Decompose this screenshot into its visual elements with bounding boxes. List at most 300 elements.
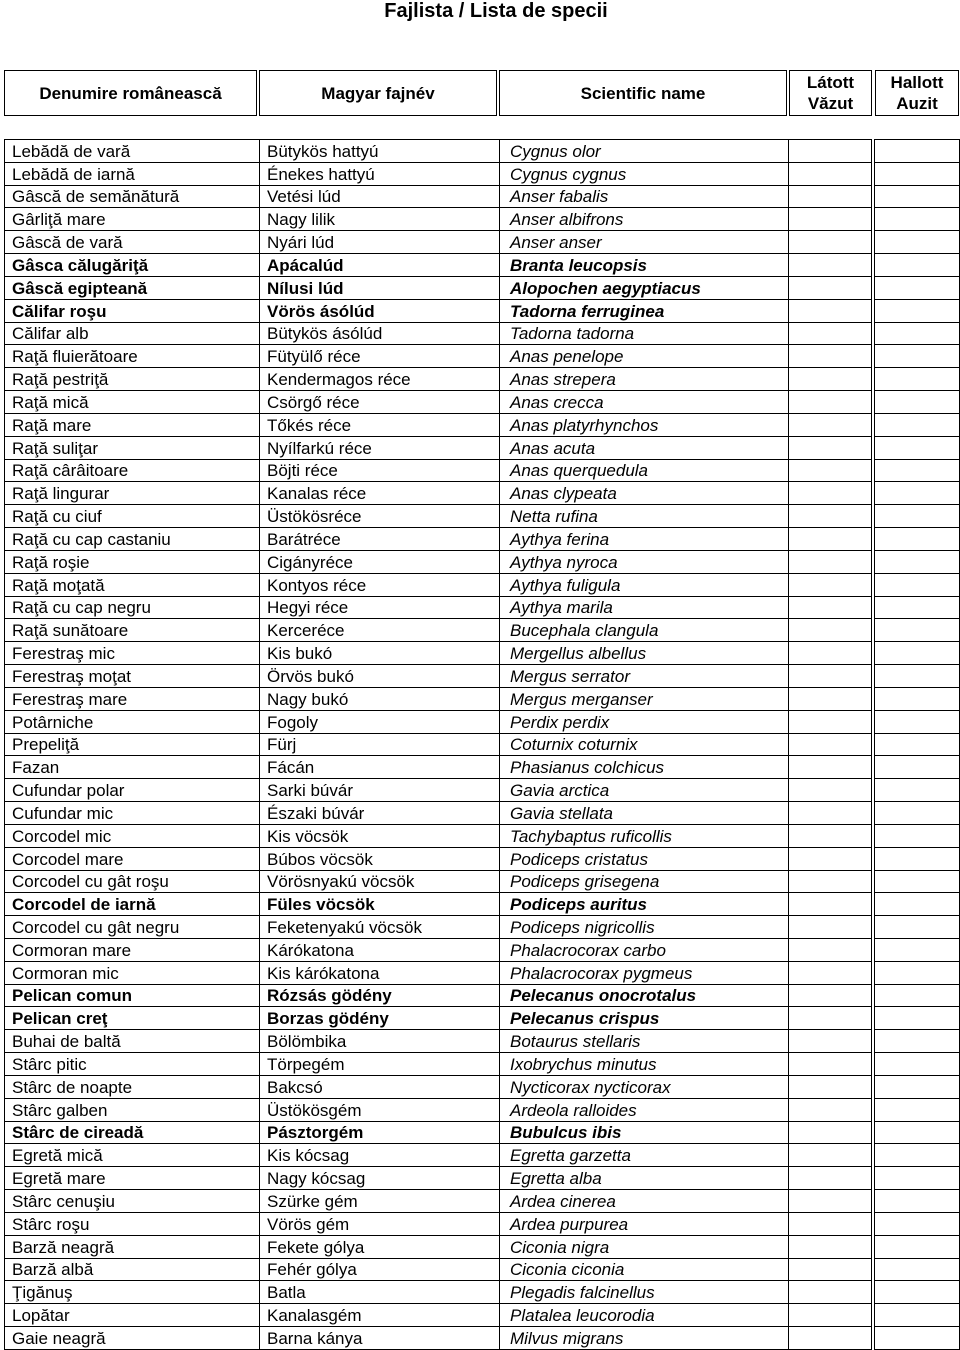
romanian-name-cell: Corcodel cu gât negru	[5, 916, 260, 939]
heard-checkbox-cell[interactable]	[875, 208, 960, 231]
seen-checkbox-cell[interactable]	[789, 505, 872, 528]
scientific-name-cell: Tadorna ferruginea	[500, 299, 789, 322]
hungarian-name-cell: Kontyos réce	[260, 573, 500, 596]
heard-checkbox-cell[interactable]	[875, 870, 960, 893]
seen-checkbox-cell[interactable]	[789, 368, 872, 391]
scientific-name-cell: Cygnus olor	[500, 140, 789, 163]
scientific-name-cell: Anas querquedula	[500, 459, 789, 482]
table-row	[5, 528, 960, 551]
heard-checkbox-cell[interactable]	[875, 505, 960, 528]
romanian-name-cell: Corcodel de iarnă	[5, 893, 260, 916]
seen-checkbox-cell[interactable]	[789, 254, 872, 277]
scientific-name-cell: Bucephala clangula	[500, 619, 789, 642]
heard-checkbox-cell[interactable]	[875, 459, 960, 482]
hungarian-name-cell: Fütyülő réce	[260, 345, 500, 368]
romanian-name-cell: Egretă mică	[5, 1144, 260, 1167]
seen-checkbox-cell[interactable]	[789, 824, 872, 847]
scientific-name-cell: Aythya fuligula	[500, 573, 789, 596]
romanian-name-cell: Gâsca călugăriţă	[5, 254, 260, 277]
seen-checkbox-cell[interactable]	[789, 893, 872, 916]
hungarian-name-cell: Bölömbika	[260, 1030, 500, 1053]
heard-checkbox-cell[interactable]	[875, 961, 960, 984]
seen-checkbox-cell[interactable]	[789, 1167, 872, 1190]
heard-checkbox-cell[interactable]	[875, 1144, 960, 1167]
table-row	[5, 1075, 960, 1098]
seen-checkbox-cell[interactable]	[789, 779, 872, 802]
heard-checkbox-cell[interactable]	[875, 756, 960, 779]
heard-checkbox-cell[interactable]	[875, 162, 960, 185]
scientific-name-cell: Anas penelope	[500, 345, 789, 368]
seen-checkbox-cell[interactable]	[789, 1121, 872, 1144]
romanian-name-cell: Călifar roşu	[5, 299, 260, 322]
hungarian-name-cell: Kis kócsag	[260, 1144, 500, 1167]
seen-checkbox-cell[interactable]	[789, 687, 872, 710]
seen-checkbox-cell[interactable]	[789, 140, 872, 163]
table-row	[5, 710, 960, 733]
seen-checkbox-cell[interactable]	[789, 1007, 872, 1030]
table-row	[5, 322, 960, 345]
table-row	[5, 1304, 960, 1327]
hungarian-name-cell: Borzas gödény	[260, 1007, 500, 1030]
heard-checkbox-cell[interactable]	[875, 665, 960, 688]
table-row	[5, 802, 960, 825]
table-row	[5, 1258, 960, 1281]
seen-checkbox-cell[interactable]	[789, 1281, 872, 1304]
romanian-name-cell: Gaie neagră	[5, 1327, 260, 1350]
romanian-name-cell: Pelican creţ	[5, 1007, 260, 1030]
scientific-name-cell: Alopochen aegyptiacus	[500, 276, 789, 299]
scientific-name-cell: Egretta alba	[500, 1167, 789, 1190]
seen-checkbox-cell[interactable]	[789, 1212, 872, 1235]
romanian-name-cell: Lebădă de vară	[5, 140, 260, 163]
romanian-name-cell: Raţă sunătoare	[5, 619, 260, 642]
seen-checkbox-cell[interactable]	[789, 573, 872, 596]
romanian-name-cell: Prepeliţă	[5, 733, 260, 756]
seen-checkbox-cell[interactable]	[789, 1304, 872, 1327]
scientific-name-cell: Ciconia ciconia	[500, 1258, 789, 1281]
hungarian-name-cell: Böjti réce	[260, 459, 500, 482]
hungarian-name-cell: Fürj	[260, 733, 500, 756]
table-row	[5, 1053, 960, 1076]
table-row	[5, 1098, 960, 1121]
heard-checkbox-cell[interactable]	[875, 938, 960, 961]
romanian-name-cell: Ţigănuş	[5, 1281, 260, 1304]
hungarian-name-cell: Nagy lilik	[260, 208, 500, 231]
table-row	[5, 140, 960, 163]
table-row	[5, 345, 960, 368]
seen-checkbox-cell[interactable]	[789, 1258, 872, 1281]
romanian-name-cell: Lebădă de iarnă	[5, 162, 260, 185]
scientific-name-cell: Anas crecca	[500, 391, 789, 414]
romanian-name-cell: Raţă cu ciuf	[5, 505, 260, 528]
seen-checkbox-cell[interactable]	[789, 984, 872, 1007]
seen-checkbox-cell[interactable]	[789, 413, 872, 436]
seen-checkbox-cell[interactable]	[789, 1075, 872, 1098]
seen-checkbox-cell[interactable]	[789, 1030, 872, 1053]
header-scientific-name: Scientific name	[499, 70, 787, 116]
seen-checkbox-cell[interactable]	[789, 528, 872, 551]
seen-checkbox-cell[interactable]	[789, 847, 872, 870]
table-row	[5, 1235, 960, 1258]
romanian-name-cell: Egretă mare	[5, 1167, 260, 1190]
romanian-name-cell: Raţă pestriţă	[5, 368, 260, 391]
hungarian-name-cell: Törpegém	[260, 1053, 500, 1076]
hungarian-name-cell: Csörgő réce	[260, 391, 500, 414]
hungarian-name-cell: Vetési lúd	[260, 185, 500, 208]
table-row	[5, 1167, 960, 1190]
seen-checkbox-cell[interactable]	[789, 162, 872, 185]
seen-checkbox-cell[interactable]	[789, 231, 872, 254]
heard-checkbox-cell[interactable]	[875, 779, 960, 802]
hungarian-name-cell: Feketenyakú vöcsök	[260, 916, 500, 939]
header-seen-ro: Văzut	[807, 94, 854, 113]
romanian-name-cell: Ferestraş mare	[5, 687, 260, 710]
scientific-name-cell: Bubulcus ibis	[500, 1121, 789, 1144]
heard-checkbox-cell[interactable]	[875, 413, 960, 436]
heard-checkbox-cell[interactable]	[875, 185, 960, 208]
table-row	[5, 208, 960, 231]
seen-checkbox-cell[interactable]	[789, 870, 872, 893]
seen-checkbox-cell[interactable]	[789, 665, 872, 688]
heard-checkbox-cell[interactable]	[875, 1304, 960, 1327]
heard-checkbox-cell[interactable]	[875, 1190, 960, 1213]
romanian-name-cell: Raţă mare	[5, 413, 260, 436]
scientific-name-cell: Anas clypeata	[500, 482, 789, 505]
table-row	[5, 482, 960, 505]
heard-checkbox-cell[interactable]	[875, 345, 960, 368]
table-row	[5, 505, 960, 528]
scientific-name-cell: Anser fabalis	[500, 185, 789, 208]
table-row	[5, 436, 960, 459]
heard-checkbox-cell[interactable]	[875, 802, 960, 825]
heard-checkbox-cell[interactable]	[875, 1007, 960, 1030]
hungarian-name-cell: Szürke gém	[260, 1190, 500, 1213]
romanian-name-cell: Gâscă egipteană	[5, 276, 260, 299]
romanian-name-cell: Stârc de cireadă	[5, 1121, 260, 1144]
table-row	[5, 893, 960, 916]
heard-checkbox-cell[interactable]	[875, 984, 960, 1007]
hungarian-name-cell: Bütykös ásólúd	[260, 322, 500, 345]
heard-checkbox-cell[interactable]	[875, 528, 960, 551]
hungarian-name-cell: Kanalas réce	[260, 482, 500, 505]
scientific-name-cell: Anas strepera	[500, 368, 789, 391]
scientific-name-cell: Platalea leucorodia	[500, 1304, 789, 1327]
heard-checkbox-cell[interactable]	[875, 231, 960, 254]
scientific-name-cell: Cygnus cygnus	[500, 162, 789, 185]
scientific-name-cell: Podiceps nigricollis	[500, 916, 789, 939]
table-row	[5, 1327, 960, 1350]
seen-checkbox-cell[interactable]	[789, 1327, 872, 1350]
heard-checkbox-cell[interactable]	[875, 1235, 960, 1258]
table-row	[5, 870, 960, 893]
hungarian-name-cell: Nagy kócsag	[260, 1167, 500, 1190]
heard-checkbox-cell[interactable]	[875, 1212, 960, 1235]
species-table	[4, 139, 960, 1350]
table-row	[5, 733, 960, 756]
hungarian-name-cell: Kis vöcsök	[260, 824, 500, 847]
seen-checkbox-cell[interactable]	[789, 185, 872, 208]
seen-checkbox-cell[interactable]	[789, 802, 872, 825]
hungarian-name-cell: Fácán	[260, 756, 500, 779]
romanian-name-cell: Raţă lingurar	[5, 482, 260, 505]
table-row	[5, 1190, 960, 1213]
seen-checkbox-cell[interactable]	[789, 733, 872, 756]
heard-checkbox-cell[interactable]	[875, 916, 960, 939]
scientific-name-cell: Phalacrocorax pygmeus	[500, 961, 789, 984]
table-row	[5, 276, 960, 299]
scientific-name-cell: Egretta garzetta	[500, 1144, 789, 1167]
scientific-name-cell: Ixobrychus minutus	[500, 1053, 789, 1076]
table-row	[5, 231, 960, 254]
scientific-name-cell: Branta leucopsis	[500, 254, 789, 277]
scientific-name-cell: Gavia arctica	[500, 779, 789, 802]
heard-checkbox-cell[interactable]	[875, 596, 960, 619]
table-row	[5, 916, 960, 939]
seen-checkbox-cell[interactable]	[789, 1053, 872, 1076]
table-row	[5, 391, 960, 414]
hungarian-name-cell: Kerceréce	[260, 619, 500, 642]
header-seen-hu: Látott	[806, 73, 855, 92]
hungarian-name-cell: Üstökösréce	[260, 505, 500, 528]
hungarian-name-cell: Kis kárókatona	[260, 961, 500, 984]
romanian-name-cell: Stârc pitic	[5, 1053, 260, 1076]
seen-checkbox-cell[interactable]	[789, 1098, 872, 1121]
seen-checkbox-cell[interactable]	[789, 208, 872, 231]
romanian-name-cell: Corcodel mare	[5, 847, 260, 870]
hungarian-name-cell: Fogoly	[260, 710, 500, 733]
page-title: Fajlista / Lista de specii	[384, 0, 608, 22]
table-row	[5, 665, 960, 688]
seen-checkbox-cell[interactable]	[789, 276, 872, 299]
seen-checkbox-cell[interactable]	[789, 1190, 872, 1213]
table-row	[5, 984, 960, 1007]
romanian-name-cell: Călifar alb	[5, 322, 260, 345]
heard-checkbox-cell[interactable]	[875, 1121, 960, 1144]
heard-checkbox-cell[interactable]	[875, 276, 960, 299]
romanian-name-cell: Fazan	[5, 756, 260, 779]
hungarian-name-cell: Batla	[260, 1281, 500, 1304]
romanian-name-cell: Cormoran mic	[5, 961, 260, 984]
table-row	[5, 1281, 960, 1304]
scientific-name-cell: Pelecanus onocrotalus	[500, 984, 789, 1007]
heard-checkbox-cell[interactable]	[875, 710, 960, 733]
hungarian-name-cell: Nyári lúd	[260, 231, 500, 254]
hungarian-name-cell: Apácalúd	[260, 254, 500, 277]
romanian-name-cell: Raţă roşie	[5, 550, 260, 573]
scientific-name-cell: Coturnix coturnix	[500, 733, 789, 756]
romanian-name-cell: Buhai de baltă	[5, 1030, 260, 1053]
romanian-name-cell: Raţă cu cap negru	[5, 596, 260, 619]
romanian-name-cell: Raţă mică	[5, 391, 260, 414]
heard-checkbox-cell[interactable]	[875, 1098, 960, 1121]
species-table-body	[5, 140, 960, 1350]
seen-checkbox-cell[interactable]	[789, 459, 872, 482]
table-row	[5, 254, 960, 277]
seen-checkbox-cell[interactable]	[789, 756, 872, 779]
hungarian-name-cell: Rózsás gödény	[260, 984, 500, 1007]
hungarian-name-cell: Cigányréce	[260, 550, 500, 573]
scientific-name-cell: Anser anser	[500, 231, 789, 254]
scientific-name-cell: Pelecanus crispus	[500, 1007, 789, 1030]
romanian-name-cell: Barză albă	[5, 1258, 260, 1281]
romanian-name-cell: Gâscă de vară	[5, 231, 260, 254]
header-heard-ro: Auzit	[896, 94, 938, 113]
seen-checkbox-cell[interactable]	[789, 436, 872, 459]
seen-checkbox-cell[interactable]	[789, 596, 872, 619]
heard-checkbox-cell[interactable]	[875, 619, 960, 642]
scientific-name-cell: Aythya marila	[500, 596, 789, 619]
table-row	[5, 619, 960, 642]
heard-checkbox-cell[interactable]	[875, 368, 960, 391]
scientific-name-cell: Plegadis falcinellus	[500, 1281, 789, 1304]
hungarian-name-cell: Pásztorgém	[260, 1121, 500, 1144]
romanian-name-cell: Ferestraş moţat	[5, 665, 260, 688]
scientific-name-cell: Mergus serrator	[500, 665, 789, 688]
scientific-name-cell: Botaurus stellaris	[500, 1030, 789, 1053]
romanian-name-cell: Barză neagră	[5, 1235, 260, 1258]
scientific-name-cell: Anser albifrons	[500, 208, 789, 231]
table-row	[5, 185, 960, 208]
seen-checkbox-cell[interactable]	[789, 550, 872, 573]
scientific-name-cell: Netta rufina	[500, 505, 789, 528]
heard-checkbox-cell[interactable]	[875, 1258, 960, 1281]
header-hungarian-name: Magyar fajnév	[259, 70, 497, 116]
hungarian-name-cell: Sarki búvár	[260, 779, 500, 802]
scientific-name-cell: Anas platyrhynchos	[500, 413, 789, 436]
scientific-name-cell: Mergellus albellus	[500, 642, 789, 665]
heard-checkbox-cell[interactable]	[875, 482, 960, 505]
romanian-name-cell: Gârliţă mare	[5, 208, 260, 231]
hungarian-name-cell: Vörös ásólúd	[260, 299, 500, 322]
heard-checkbox-cell[interactable]	[875, 573, 960, 596]
heard-checkbox-cell[interactable]	[875, 391, 960, 414]
table-row	[5, 824, 960, 847]
heard-checkbox-cell[interactable]	[875, 847, 960, 870]
seen-checkbox-cell[interactable]	[789, 642, 872, 665]
hungarian-name-cell: Bütykös hattyú	[260, 140, 500, 163]
seen-checkbox-cell[interactable]	[789, 299, 872, 322]
heard-checkbox-cell[interactable]	[875, 1281, 960, 1304]
heard-checkbox-cell[interactable]	[875, 733, 960, 756]
scientific-name-cell: Aythya ferina	[500, 528, 789, 551]
header-romanian-name: Denumire românească	[4, 70, 257, 116]
romanian-name-cell: Raţă moţată	[5, 573, 260, 596]
heard-checkbox-cell[interactable]	[875, 687, 960, 710]
heard-checkbox-cell[interactable]	[875, 824, 960, 847]
romanian-name-cell: Stârc roşu	[5, 1212, 260, 1235]
scientific-name-cell: Milvus migrans	[500, 1327, 789, 1350]
table-row	[5, 1030, 960, 1053]
scientific-name-cell: Perdix perdix	[500, 710, 789, 733]
hungarian-name-cell: Barna kánya	[260, 1327, 500, 1350]
seen-checkbox-cell[interactable]	[789, 961, 872, 984]
table-row	[5, 642, 960, 665]
hungarian-name-cell: Bakcsó	[260, 1075, 500, 1098]
romanian-name-cell: Raţă fluierătoare	[5, 345, 260, 368]
scientific-name-cell: Gavia stellata	[500, 802, 789, 825]
seen-checkbox-cell[interactable]	[789, 916, 872, 939]
romanian-name-cell: Cufundar mic	[5, 802, 260, 825]
heard-checkbox-cell[interactable]	[875, 893, 960, 916]
scientific-name-cell: Ardea purpurea	[500, 1212, 789, 1235]
heard-checkbox-cell[interactable]	[875, 436, 960, 459]
seen-checkbox-cell[interactable]	[789, 938, 872, 961]
romanian-name-cell: Pelican comun	[5, 984, 260, 1007]
hungarian-name-cell: Kis bukó	[260, 642, 500, 665]
hungarian-name-cell: Énekes hattyú	[260, 162, 500, 185]
scientific-name-cell: Nycticorax nycticorax	[500, 1075, 789, 1098]
heard-checkbox-cell[interactable]	[875, 1075, 960, 1098]
table-row	[5, 299, 960, 322]
seen-checkbox-cell[interactable]	[789, 482, 872, 505]
seen-checkbox-cell[interactable]	[789, 391, 872, 414]
table-row	[5, 1144, 960, 1167]
hungarian-name-cell: Nagy bukó	[260, 687, 500, 710]
scientific-name-cell: Mergus merganser	[500, 687, 789, 710]
romanian-name-cell: Lopătar	[5, 1304, 260, 1327]
hungarian-name-cell: Barátréce	[260, 528, 500, 551]
scientific-name-cell: Ardeola ralloides	[500, 1098, 789, 1121]
hungarian-name-cell: Nílusi lúd	[260, 276, 500, 299]
table-row	[5, 573, 960, 596]
scientific-name-cell: Anas acuta	[500, 436, 789, 459]
seen-checkbox-cell[interactable]	[789, 710, 872, 733]
header-heard	[875, 70, 959, 116]
scientific-name-cell: Phalacrocorax carbo	[500, 938, 789, 961]
table-row	[5, 1121, 960, 1144]
romanian-name-cell: Cormoran mare	[5, 938, 260, 961]
heard-checkbox-cell[interactable]	[875, 254, 960, 277]
heard-checkbox-cell[interactable]	[875, 1053, 960, 1076]
heard-checkbox-cell[interactable]	[875, 1327, 960, 1350]
header-heard-hu: Hallott	[890, 73, 944, 92]
scientific-name-cell: Phasianus colchicus	[500, 756, 789, 779]
table-row	[5, 961, 960, 984]
romanian-name-cell: Gâscă de semănătură	[5, 185, 260, 208]
heard-checkbox-cell[interactable]	[875, 1030, 960, 1053]
seen-checkbox-cell[interactable]	[789, 619, 872, 642]
hungarian-name-cell: Örvös bukó	[260, 665, 500, 688]
scientific-name-cell: Ciconia nigra	[500, 1235, 789, 1258]
hungarian-name-cell: Kanalasgém	[260, 1304, 500, 1327]
table-row	[5, 413, 960, 436]
heard-checkbox-cell[interactable]	[875, 322, 960, 345]
romanian-name-cell: Stârc cenuşiu	[5, 1190, 260, 1213]
heard-checkbox-cell[interactable]	[875, 1167, 960, 1190]
seen-checkbox-cell[interactable]	[789, 1144, 872, 1167]
heard-checkbox-cell[interactable]	[875, 140, 960, 163]
scientific-name-cell: Podiceps grisegena	[500, 870, 789, 893]
scientific-name-cell: Tachybaptus ruficollis	[500, 824, 789, 847]
hungarian-name-cell: Nyílfarkú réce	[260, 436, 500, 459]
hungarian-name-cell: Északi búvár	[260, 802, 500, 825]
hungarian-name-cell: Vörös gém	[260, 1212, 500, 1235]
romanian-name-cell: Stârc de noapte	[5, 1075, 260, 1098]
heard-checkbox-cell[interactable]	[875, 299, 960, 322]
seen-checkbox-cell[interactable]	[789, 345, 872, 368]
table-row	[5, 162, 960, 185]
hungarian-name-cell: Tőkés réce	[260, 413, 500, 436]
scientific-name-cell: Ardea cinerea	[500, 1190, 789, 1213]
romanian-name-cell: Raţă cu cap castaniu	[5, 528, 260, 551]
romanian-name-cell: Ferestraş mic	[5, 642, 260, 665]
seen-checkbox-cell[interactable]	[789, 322, 872, 345]
table-row	[5, 459, 960, 482]
romanian-name-cell: Stârc galben	[5, 1098, 260, 1121]
heard-checkbox-cell[interactable]	[875, 550, 960, 573]
heard-checkbox-cell[interactable]	[875, 642, 960, 665]
seen-checkbox-cell[interactable]	[789, 1235, 872, 1258]
